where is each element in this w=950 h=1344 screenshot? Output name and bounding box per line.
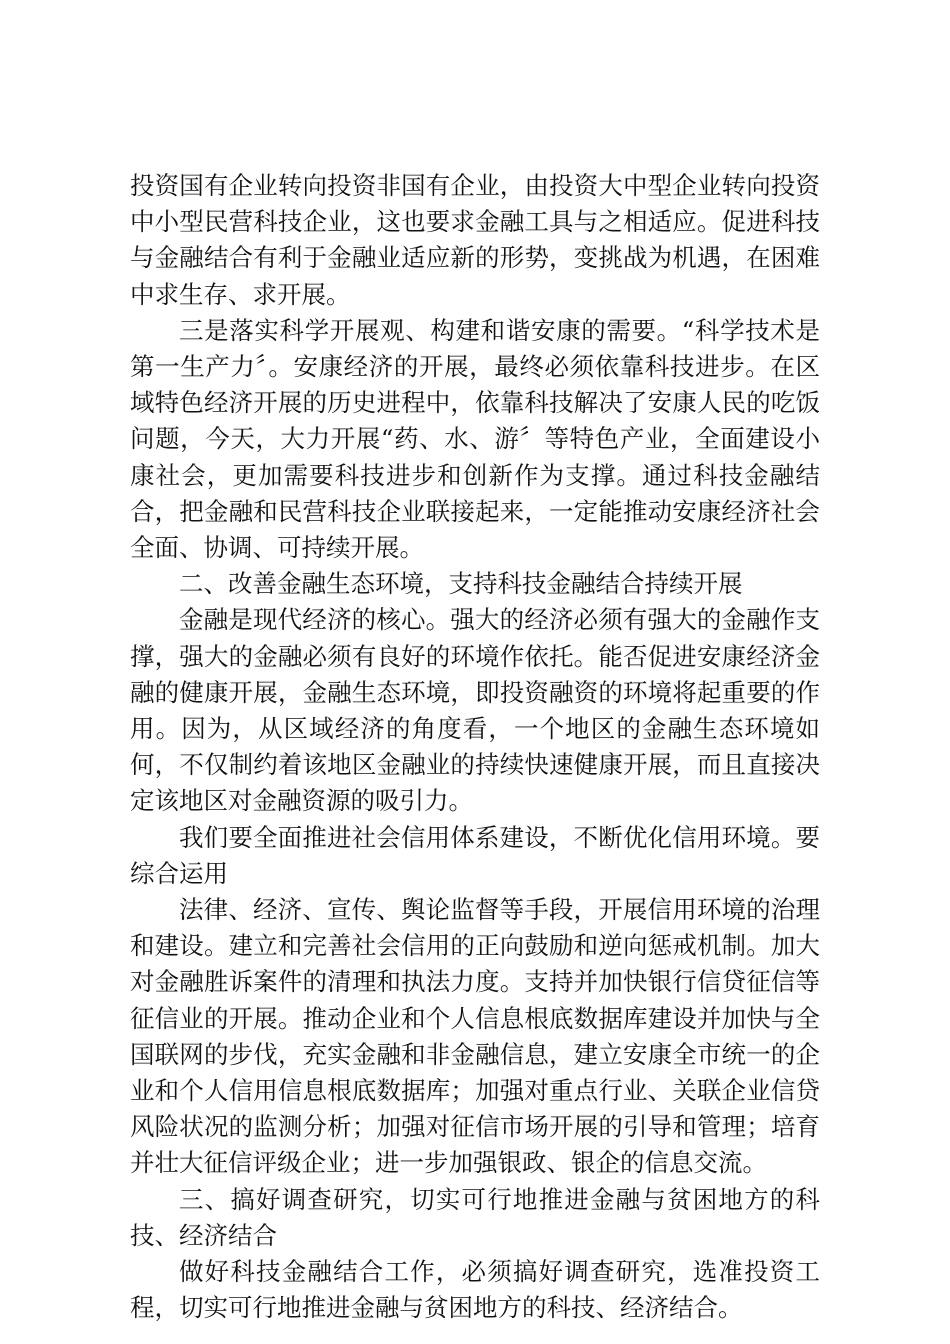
- paragraph-research: 做好科技金融结合工作，必须搞好调查研究，选准投资工程，切实可行地推进金融与贫困地方的科技、经济结合。: [130, 1257, 820, 1323]
- paragraph-legal-means: 法律、经济、宣传、舆论监督等手段，开展信用环境的治理和建设。建立和完善社会信用的正向鼓励和逆向惩戒机制。加大对金融胜诉案件的清理和执法力度。支持并加快银行信贷征信等征信业的开展。推动企业和个人信息根底数据库建设并加快与全国联网的步伐，充实金融和非金融信息，建立安康全市统一的企业和个人信用信息根底数据库；加强对重点行业、关联企业信贷风险状况的监测分析；加强对征信市场开展的引导和管理；培育并壮大征信评级企业；进一步加强银政、银企的信息交流。: [130, 895, 820, 1178]
- section-heading-2: 二、改善金融生态环境，支持科技金融结合持续开展: [179, 569, 743, 599]
- document-body: [130, 168, 820, 1327]
- paragraph-financial-core: 金融是现代经济的核心。强大的经济必须有强大的金融作支撑，强大的金融必须有良好的环境作依托。能否促进安康经济金融的健康开展，金融生态环境，即投资融资的环境将起重要的作用。因为，从区域经济的角度看，一个地区的金融生态环境如何，不仅制约着该地区金融业的持续快速健康开展，而且直接决定该地区对金融资源的吸引力。: [130, 605, 820, 816]
- paragraph-continuation: 投资国有企业转向投资非国有企业，由投资大中型企业转向投资中小型民营科技企业，这也要求金融工具与之相适应。促进科技与金融结合有利于金融业适应新的形势，变挑战为机遇，在困难中求生存、求开展。: [130, 171, 820, 309]
- section-heading-3: 三、搞好调查研究，切实可行地推进金融与贫困地方的科技、经济结合: [130, 1184, 820, 1250]
- paragraph-credit-system: 我们要全面推进社会信用体系建设，不断优化信用环境。要综合运用: [130, 822, 820, 888]
- paragraph-third-need: 三是落实科学开展观、构建和谐安康的需要。“科学技术是第一生产力〞。安康经济的开展，最终必须依靠科技进步。在区域特色经济开展的历史进程中，依靠科技解决了安康人民的吃饭问题，今天，大力开展“药、水、游〞等特色产业，全面建设小康社会，更加需要科技进步和创新作为支撑。通过科技金融结合，把金融和民营科技企业联接起来，一定能推动安康经济社会全面、协调、可持续开展。: [130, 315, 820, 563]
